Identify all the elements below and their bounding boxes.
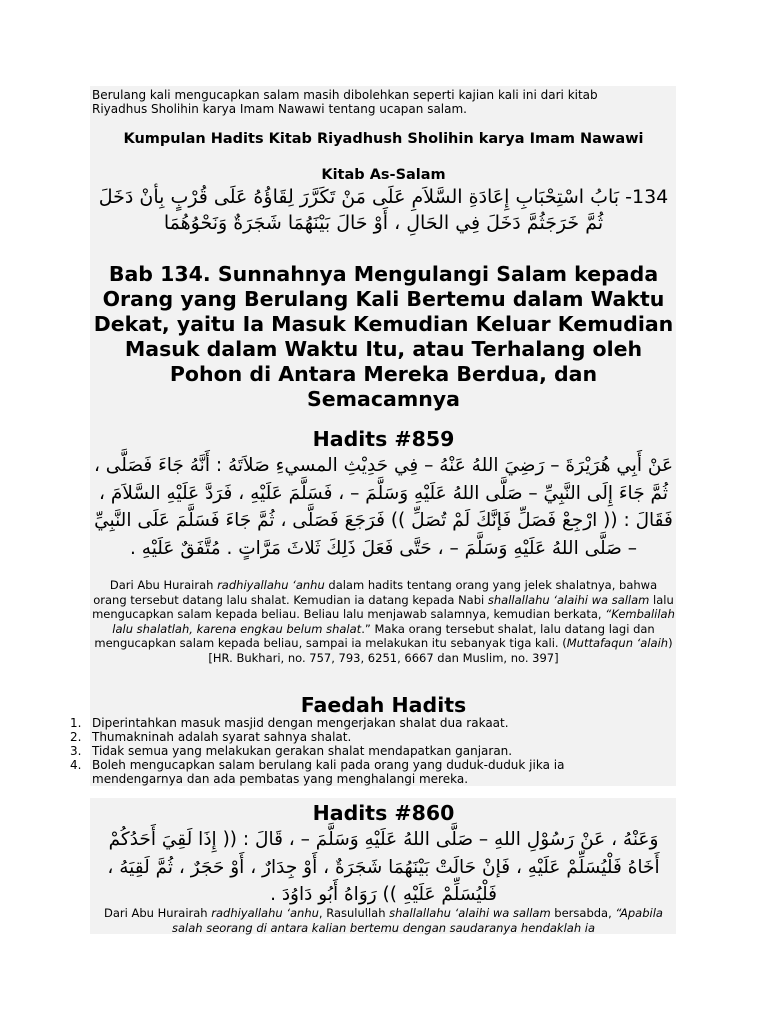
hadits-859-translation	[92, 578, 675, 665]
list-gap	[70, 786, 676, 790]
collection-heading: Kumpulan Hadits Kitab Riyadhush Sholihin karya Imam Nawawi	[123, 131, 644, 147]
text-span: bersabda,	[550, 906, 616, 920]
italic-span: “Kembalilah lalu shalatlah, karena engkau belum shalat	[112, 607, 675, 636]
faedah-list	[70, 716, 670, 786]
list-item	[70, 716, 652, 730]
italic-span: Muttafaqun ‘alaih	[566, 636, 669, 650]
text-span: Dari Abu Hurairah	[109, 578, 218, 592]
italic-span: shallallahu ‘alaihi wa sallam	[389, 906, 551, 920]
italic-span: “Apabila salah seorang di antara kalian bertemu dengan saudaranya hendaklah ia	[171, 906, 663, 935]
text-span: Dari Abu Hurairah	[104, 906, 212, 920]
list-item	[70, 744, 652, 758]
list-number: 1.	[70, 716, 82, 730]
list-text: Boleh mengucapkan salam berulang kali pada orang yang duduk-duduk jika ia mendengarnya dan ada pembatas yang menghalangi mereka.	[92, 758, 565, 786]
text-span: .” Maka orang tersebut shalat, lalu datang lagi dan mengucapkan salam kepada beliau, sampai ia melakukan itu sebanyak tiga kali. (	[94, 621, 655, 650]
list-number: 2.	[70, 730, 82, 744]
italic-span: shallallahu ‘alaihi wa sallam	[487, 592, 650, 607]
hadits-860-arabic: وَعَنْهُ ، عَنْ رَسُوْلِ اللهِ – صَلَّى اللهُ عَلَيْهِ وَسَلَّمَ – ، قَالَ : (( إِذَا لَقِيَ أَحَدُكُمْ أَخَاهُ فَلْيُسَلِّمْ عَلَيْهِ ، فَإنْ حَالَتْ بَيْنَهُمَا شَجَرَةٌ ، أَوْ جِدَارٌ ، أَوْ حَجَرٌ ، ثُمَّ لَقِيَهُ ، فَلْيُسَلِّمْ عَلَيْهِ )) رَوَاهُ أَبُو دَاوُدَ .	[107, 829, 660, 905]
text-span: dalam hadits tentang orang yang jelek shalatnya, bahwa orang tersebut datang lalu shalat. Kemudian ia datang kepada Nabi	[93, 578, 658, 607]
faedah-heading: Faedah Hadits	[300, 693, 467, 717]
list-number: 3.	[70, 744, 82, 758]
italic-span: radhiyallahu ‘anhu	[217, 578, 325, 592]
list-item	[70, 758, 652, 786]
document-page	[70, 86, 676, 934]
intro-paragraph: Berulang kali mengucapkan salam masih dibolehkan seperti kajian kali ini dari kitab Riyadhus Sholihin karya Imam Nawawi tentang ucapan salam.	[92, 88, 598, 116]
list-text: Diperintahkan masuk masjid dengan mengerjakan shalat dua rakaat.	[92, 716, 509, 730]
list-text: Thumakninah adalah syarat sahnya shalat.	[92, 730, 352, 744]
list-item	[70, 730, 652, 744]
list-number: 4.	[70, 758, 82, 772]
text-span: ) [HR. Bukhari, no. 757, 793, 6251, 6667 dan Muslim, no. 397]	[208, 636, 673, 665]
hadits-860-translation	[92, 906, 675, 935]
italic-span: radhiyallahu ‘anhu	[211, 906, 319, 920]
hadits-860-heading: Hadits #860	[312, 801, 455, 825]
bab-arabic-title: 134- بَابُ اسْتِحْبَابِ إِعَادَةِ السَّلاَمِ عَلَى مَنْ تَكَرَّرَ لِقَاؤُهُ عَلَى قُرْبٍ بِأنْ دَخَلَ ثُمَّ خَرَجَثُمَّ دَخَلَ فِي الحَالِ ، أَوْ حَالَ بَيْنَهُمَا شَجَرَةٌ وَنَحْوُهُمَا	[98, 186, 669, 234]
text-span: , Rasulullah	[318, 906, 390, 920]
bab-title: Bab 134. Sunnahnya Mengulangi Salam kepada Orang yang Berulang Kali Bertemu dalam Waktu Dekat, yaitu Ia Masuk Kemudian Keluar Kemudian Masuk dalam Waktu Itu, atau Terhalang oleh Pohon di Antara Mereka Berdua, dan Semacamnya	[93, 262, 674, 411]
hadits-859-heading: Hadits #859	[312, 427, 455, 451]
kitab-heading: Kitab As-Salam	[321, 167, 446, 183]
text-span: lalu mengucapkan salam kepada beliau. Beliau lalu menjawab salamnya, kemudian berkata,	[92, 592, 674, 621]
list-text: Tidak semua yang melakukan gerakan shalat mendapatkan ganjaran.	[92, 744, 513, 758]
hadits-859-arabic: عَنْ أَبِي هُرَيْرَةَ – رَضِيَ اللهُ عَنْهُ – فِي حَدِيْثِ المسيءِ صَلاَتَهُ : أَنَّهُ جَاءَ فَصَلَّى ، ثُمَّ جَاءَ إِلَى النَّبِيِّ – صَلَّى اللهُ عَلَيْهِ وَسَلَّمَ – ، فَسَلَّمَ عَلَيْهِ ، فَرَدَّ عَلَيْهِ السَّلاَمَ ، فَقَالَ : (( ارْجِعْ فَصَلِّ فَإنَّكَ لَمْ تُصَلِّ )) فَرَجَعَ فَصَلَّى ، ثُمَّ جَاءَ فَسَلَّمَ عَلَى النَّبِيِّ – صَلَّى اللهُ عَلَيْهِ وَسَلَّمَ – ، حَتَّى فَعَلَ ذَلِكَ ثَلاثَ مَرَّاتٍ . مُتَّفَقٌ عَلَيْهِ .	[93, 455, 674, 559]
